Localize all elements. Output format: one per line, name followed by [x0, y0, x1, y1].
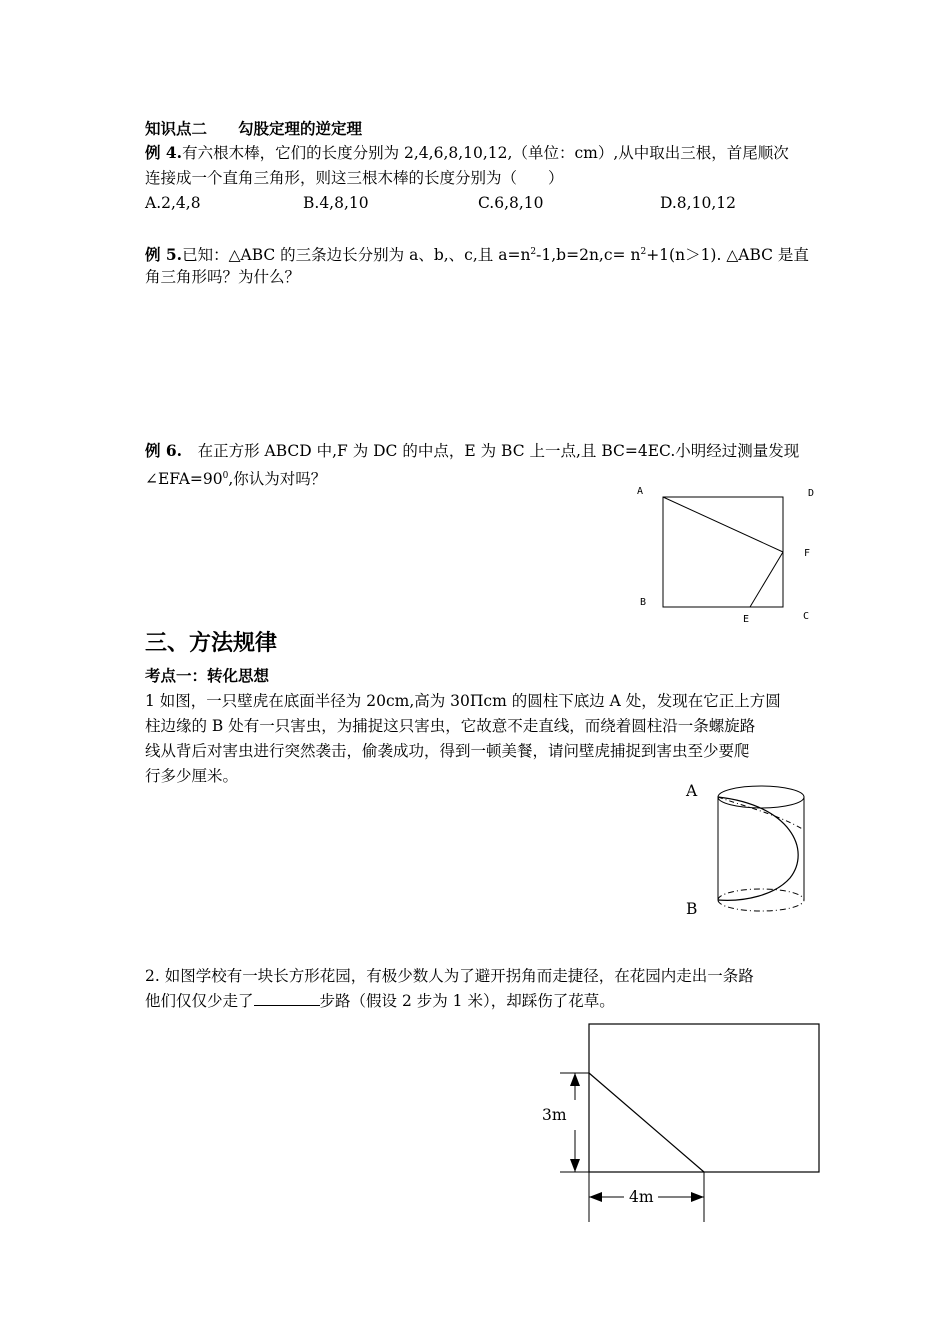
question-1-line-4: 行多少厘米。 — [145, 767, 239, 785]
exponent: 2 — [640, 247, 647, 257]
label-a: A — [637, 486, 644, 497]
label-e: E — [743, 614, 750, 625]
question-2-text-a: 他们仅仅少走了 — [145, 992, 254, 1010]
label-f: F — [804, 548, 811, 559]
example-6-label: 例 6. — [145, 441, 183, 460]
question-1-line-2: 柱边缘的 B 处有一只害虫，为捕捉这只害虫，它故意不走直线，而绕着圆柱沿一条螺旋路 — [145, 717, 756, 735]
example-5-text-c: +1(n＞1). △ABC 是直 — [646, 246, 809, 265]
example-6-text-b: ,你认为对吗？ — [228, 470, 327, 489]
arrow-down-icon — [570, 1159, 580, 1172]
example-4-line-2: 连接成一个直角三角形，则这三根木棒的长度分别为（ ） — [145, 169, 564, 187]
option-b: B.4,8,10 — [303, 194, 369, 212]
exponent: 2 — [530, 247, 537, 257]
garden-rectangle — [589, 1024, 819, 1172]
example-5-text-a: 已知：△ABC 的三条边长分别为 a、b,、c,且 a=n — [182, 246, 531, 265]
label-b: B — [640, 597, 647, 608]
example-5-label: 例 5. — [145, 245, 183, 265]
question-2-line-1: 2. 如图学校有一块长方形花园，有极少数人为了避开拐角而走捷径，在花园内走出一条路 — [145, 967, 754, 985]
label-c: C — [803, 611, 810, 622]
label-d: D — [808, 488, 815, 499]
question-1-line-1: 1 如图，一只壁虎在底面半径为 20cm,高为 30Пcm 的圆柱下底边 A 处，发现在它正上方圆 — [145, 692, 781, 710]
example-6-text-1: 在正方形 ABCD 中,F 为 DC 的中点，E 为 BC 上一点,且 BC=4EC.小明经过测量发现 — [182, 442, 800, 460]
arrow-up-icon — [570, 1073, 580, 1086]
option-d: D.8,10,12 — [660, 194, 736, 212]
cylinder-label-a: A — [686, 782, 698, 800]
example-5-line-2: 角三角形吗？为什么？ — [145, 268, 301, 286]
example-4-label: 例 4. — [145, 143, 183, 162]
exponent: 0 — [222, 471, 229, 481]
example-5-text-b: -1,b=2n,c= n — [536, 246, 641, 265]
question-1-line-3: 线从背后对害虫进行突然袭击，偷袭成功，得到一顿美餐，请问壁虎捕捉到害虫至少要爬 — [145, 742, 750, 760]
point-1-title: 考点一：转化思想 — [145, 666, 270, 685]
example-6-text-a: ∠EFA=90 — [145, 470, 223, 489]
arrow-right-icon — [691, 1192, 704, 1202]
cylinder-label-b: B — [686, 900, 698, 918]
label-3m: 3m — [542, 1106, 567, 1124]
label-4m: 4m — [629, 1188, 654, 1206]
question-2-text-b: 步路（假设 2 步为 1 米），却踩伤了花草。 — [319, 992, 615, 1010]
section-title: 知识点二 勾股定理的逆定理 — [145, 119, 363, 138]
example-4-text-1: 有六根木棒，它们的长度分别为 2,4,6,8,10,12,（单位：cm）,从中取出三根，首尾顺次 — [182, 144, 789, 162]
section-3-heading: 三、方法规律 — [145, 631, 278, 656]
shortcut-path — [589, 1073, 704, 1172]
arrow-left-icon — [589, 1192, 602, 1202]
option-a: A.2,4,8 — [145, 194, 201, 212]
option-c: C.6,8,10 — [478, 194, 544, 212]
